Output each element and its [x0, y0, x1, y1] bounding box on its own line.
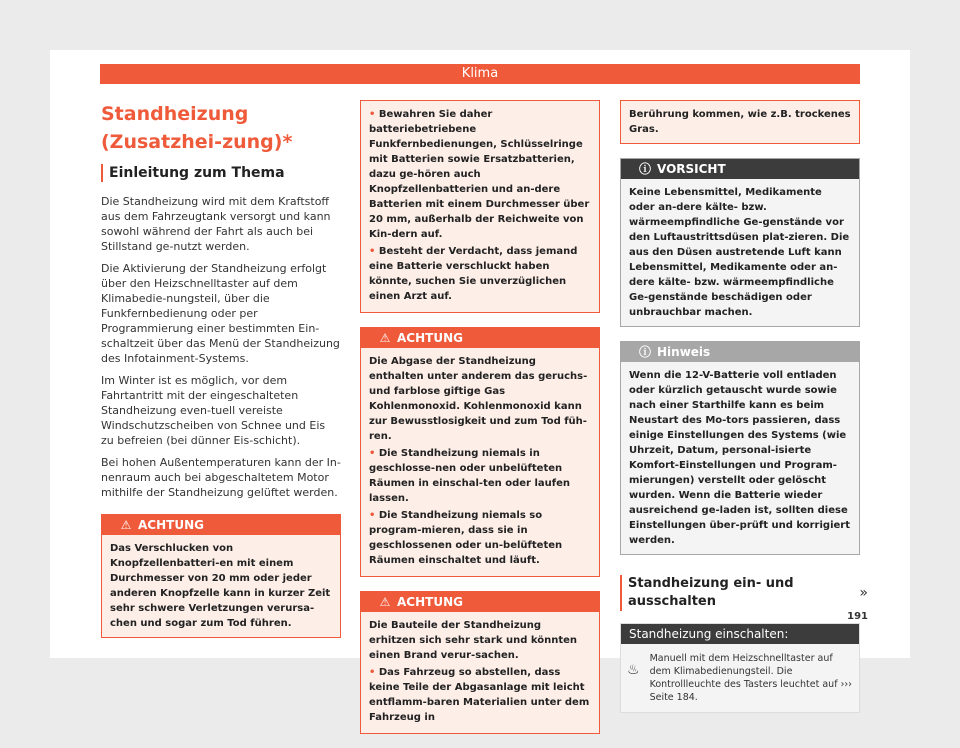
warning-triangle-icon: ⚠	[379, 331, 391, 345]
bullet-icon: •	[369, 667, 379, 678]
paragraph: Bei hohen Außentemperaturen kann der In-nenraum auch bei abgeschaltetem Motor mithilfe der Standheizung gelüftet werden.	[101, 456, 341, 499]
page-title: Standheizung (Zusatzhei-zung)*	[101, 103, 293, 153]
warning-continuation-box	[620, 100, 860, 144]
paragraph: Die Aktivierung der Standheizung erfolgt über den Heizschnelltaster auf dem Klimabedie-nungsteil, über die Funkfernbedienung oder per Programmierung einer bestimmten Ein-schaltzeit über das Menü der Standheizung des Infotainment-Systems.	[101, 262, 340, 365]
heater-icon: ♨	[627, 662, 640, 678]
column-3	[620, 100, 860, 713]
warning-header	[361, 592, 599, 612]
warning-header	[361, 328, 599, 348]
continuation-text: Berührung kommen, wie z.B. trockenes Gras.	[629, 109, 851, 135]
warning-box	[360, 327, 600, 577]
bullet-item: • Die Standheizung niemals in geschlosse-nen oder unbelüfteten Räumen in einschal-ten oder laufen lassen.	[369, 448, 570, 504]
warning-box	[101, 514, 341, 638]
bullet-icon: •	[369, 448, 379, 459]
info-circle-icon: ⓘ	[639, 162, 652, 176]
warning-triangle-icon: ⚠	[120, 518, 132, 532]
bullet-item: • Die Standheizung niemals so program-mieren, dass sie in geschlossenen oder un-belüfteten Räumen einschaltet und läuft.	[369, 510, 563, 566]
bullet-icon: •	[369, 109, 379, 120]
bullet-item: • Bewahren Sie daher batteriebetriebene Funkfernbedienungen, Schlüsselringe mit Batterien sowie Ersatzbatterien, dazu ge-hören auch Knopfzellenbatterien und an-dere Batterien mit einem Durchmesser über 20 mm, außerhalb der Reichweite von Kin-dern auf.	[369, 109, 590, 240]
note-text: Wenn die 12-V-Batterie voll entladen oder kürzlich getauscht wurde sowie nach einer Starthilfe kann es beim Neustart des Mo-tors passieren, dass einige Einstellungen des Systems (wie Uhrzeit, Datum, personal-isierte Komfort-Einstellungen und Program-mierungen) verstellt oder gelöscht wurden. Wenn die Batterie wieder ausreichend ge-laden ist, sollten diese Einstellungen über-prüft und korrigiert werden.	[629, 370, 850, 546]
warning-label: ACHTUNG	[138, 518, 204, 532]
warning-header	[102, 515, 340, 535]
bullet-item: • Besteht der Verdacht, dass jemand eine Batterie verschluckt haben könnte, suchen Sie unverzüglichen einen Arzt auf.	[369, 246, 578, 302]
caution-label: VORSICHT	[657, 162, 726, 176]
note-icon: ⓘ	[639, 345, 652, 359]
note-box	[620, 341, 860, 555]
column-2	[360, 100, 600, 748]
manual-page	[50, 50, 910, 723]
warning-intro: Die Abgase der Standheizung enthalten unter anderem das geruchs- und farblose giftige Gas Kohlenmonoxid. Kohlenmonoxid kann zur Bewusstlosigkeit und zum Tod füh-ren.	[369, 356, 588, 442]
section-title: Standheizung ein- und ausschalten	[620, 575, 860, 611]
caution-header	[621, 159, 859, 179]
warning-label: ACHTUNG	[397, 331, 463, 345]
instruction-text: Manuell mit dem Heizschnelltaster auf dem Klimabedienungsteil. Die Kontrollleuchte des Tasters leuchtet auf ››› Seite 184.	[649, 653, 852, 703]
paragraph: Im Winter ist es möglich, vor dem Fahrtantritt mit der eingeschalteten Standheizung even-tuell vereiste Windschutzscheiben von Schnee und Eis zu befreien (bei dünner Eis-schicht).	[101, 374, 326, 447]
warning-text: Das Verschlucken von Knopfzellenbatteri-en mit einem Durchmesser von 20 mm oder jeder anderen Knopfzelle kann in kurzer Zeit sehr schwere Verletzungen verursa-chen und sogar zum Tod führen.	[110, 543, 331, 629]
warning-box	[360, 591, 600, 734]
instruction-panel-header: Standheizung einschalten:	[621, 624, 859, 644]
continue-marker: »	[859, 585, 868, 601]
instruction-panel	[620, 623, 860, 713]
bullet-item: • Das Fahrzeug so abstellen, dass keine Teile der Abgasanlage mit leicht entflamm-baren Materialien unter dem Fahrzeug in	[369, 667, 590, 723]
column-1	[101, 100, 341, 652]
caution-text: Keine Lebensmittel, Medikamente oder an-dere kälte- bzw. wärmeempfindliche Ge-genstände vor den Luftaustrittsdüsen plat-zieren. Die aus den Düsen austretende Luft kann Lebensmittel, Medikamente oder an-dere kälte- bzw. wärmeempfindliche Ge-genstände beschädigen oder unbrauchbar machen.	[629, 187, 850, 318]
paragraph: Die Standheizung wird mit dem Kraftstoff aus dem Fahrzeugtank versorgt und kann sowohl während der Fahrt als auch bei Stillstand ge-nutzt werden.	[101, 195, 331, 253]
note-label: Hinweis	[657, 345, 711, 359]
bullet-icon: •	[369, 246, 379, 257]
bullet-icon: •	[369, 510, 379, 521]
warning-triangle-icon: ⚠	[379, 595, 391, 609]
page-number: 191	[847, 611, 868, 622]
warning-intro: Die Bauteile der Standheizung erhitzen sich sehr stark und könnten einen Brand verur-sachen.	[369, 620, 578, 661]
caution-box	[620, 158, 860, 327]
chapter-header: Klima	[100, 64, 860, 84]
warning-label: ACHTUNG	[397, 595, 463, 609]
section-subtitle: Einleitung zum Thema	[101, 164, 341, 182]
warning-continuation-box	[360, 100, 600, 313]
note-header	[621, 342, 859, 362]
